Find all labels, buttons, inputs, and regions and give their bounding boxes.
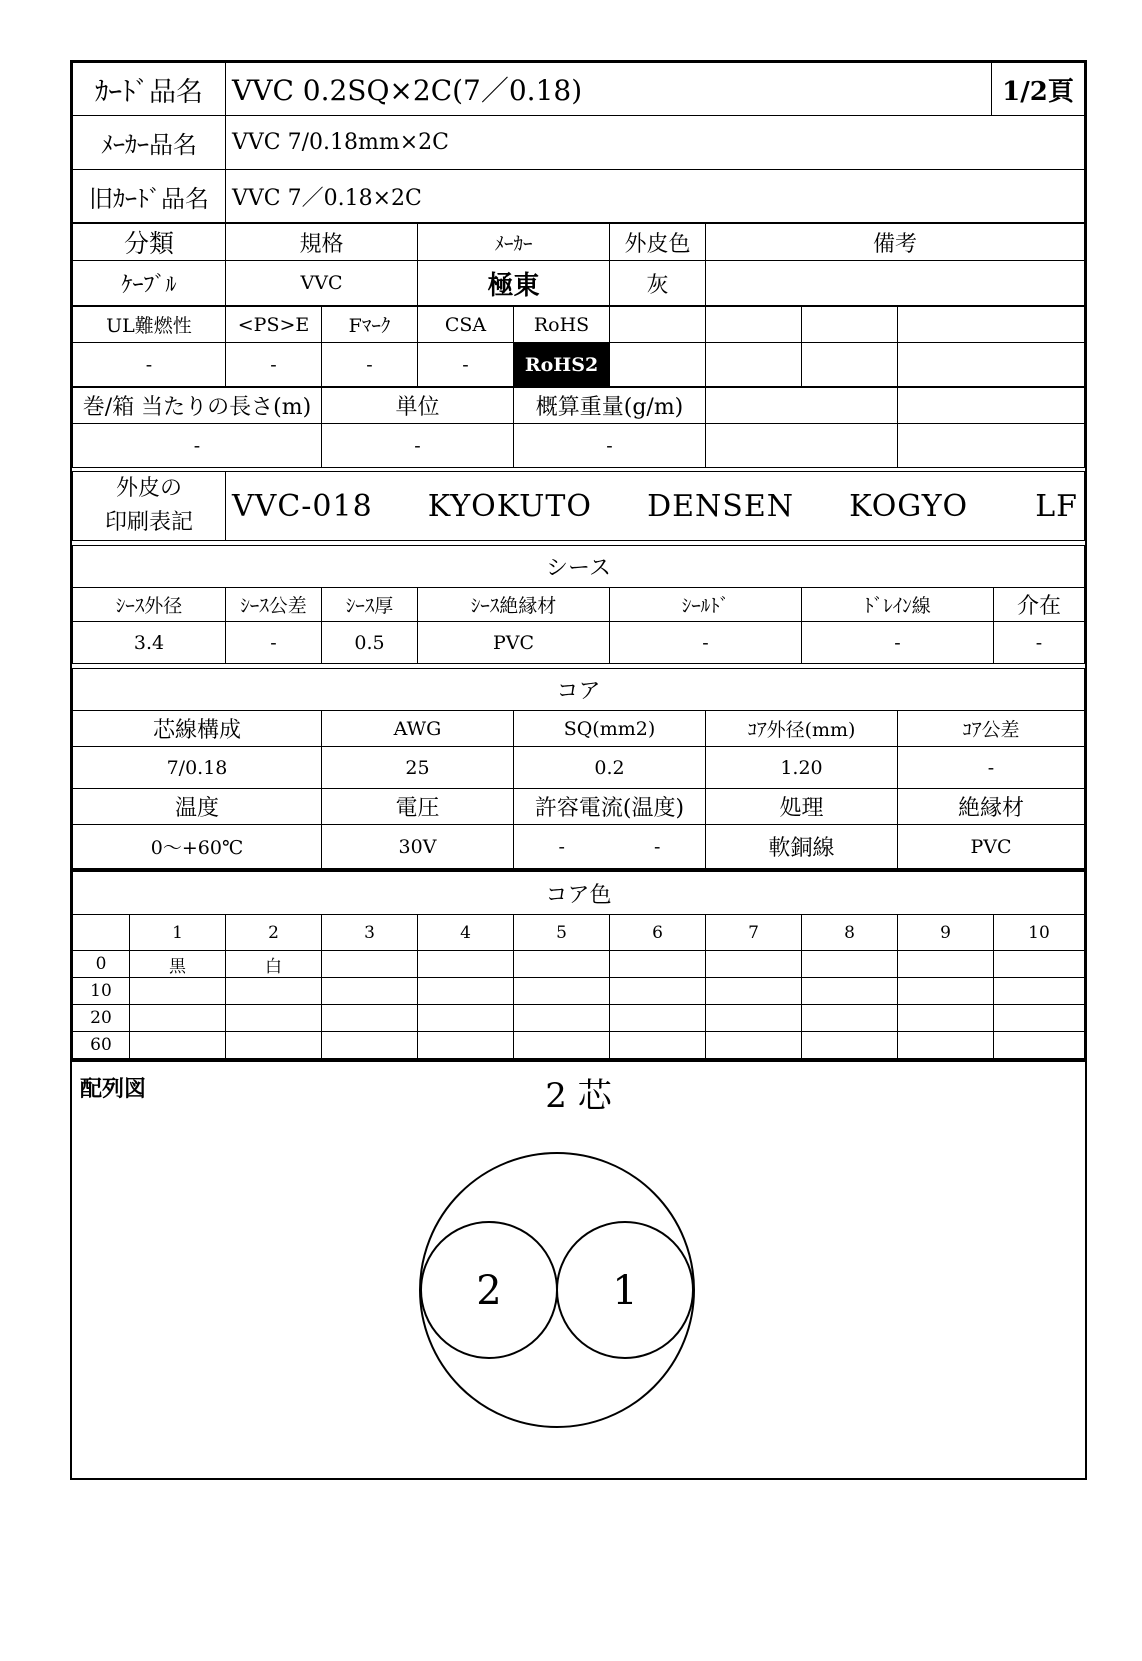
packaging-value-blank-2 — [898, 424, 1085, 468]
core-color-col-9: 9 — [898, 915, 994, 951]
spec-sheet — [70, 60, 1087, 1480]
ul-flame-header: UL難燃性 — [73, 307, 226, 343]
core-color-cell — [706, 951, 802, 978]
core-color-row-label: 10 — [73, 978, 130, 1005]
core-color-cell — [706, 1005, 802, 1032]
core-color-cell — [226, 978, 322, 1005]
core-color-cell — [994, 1032, 1085, 1059]
packaging-value-blank-1 — [706, 424, 898, 468]
core-2-label: 2 — [476, 1268, 502, 1314]
sq-value: 0.2 — [514, 747, 706, 789]
remarks-value — [706, 261, 1085, 306]
packaging-header-blank-2 — [898, 388, 1085, 424]
awg-value: 25 — [322, 747, 514, 789]
core-tolerance-value: - — [898, 747, 1085, 789]
maker-name-label: ﾒｰｶｰ品名 — [73, 116, 226, 170]
pse-header: <PS>E — [226, 307, 322, 343]
standard-value: VVC — [226, 261, 418, 306]
voltage-value: 30V — [322, 825, 514, 869]
core-color-cell — [514, 1032, 610, 1059]
classification-table — [72, 223, 1085, 306]
core-section-title: コア — [73, 669, 1085, 711]
core-color-cell — [802, 1005, 898, 1032]
core-color-cell — [898, 951, 994, 978]
marking-label — [73, 472, 226, 541]
core-color-cell — [706, 1032, 802, 1059]
core-color-cell — [514, 978, 610, 1005]
treatment-value: 軟銅線 — [706, 825, 898, 869]
marking-value — [226, 472, 1085, 541]
standards-value-blank-2 — [706, 343, 802, 387]
core-color-cell — [802, 1032, 898, 1059]
sheath-tolerance-header: ｼｰｽ公差 — [226, 588, 322, 622]
page-indicator: 1/2頁 — [992, 63, 1085, 116]
filler-header: 介在 — [994, 588, 1085, 622]
standards-header-blank-1 — [610, 307, 706, 343]
core-color-col-7: 7 — [706, 915, 802, 951]
core-color-cell — [130, 1005, 226, 1032]
core-color-cell — [610, 1005, 706, 1032]
unit-value: - — [322, 424, 514, 468]
core-color-cell — [418, 951, 514, 978]
sq-header: SQ(mm2) — [514, 711, 706, 747]
core-color-cell — [898, 1005, 994, 1032]
header-table — [72, 62, 1085, 223]
card-name-label: ｶｰﾄﾞ品名 — [73, 63, 226, 116]
marking-word-4: KOGYO — [849, 488, 969, 524]
core-color-cell — [898, 1032, 994, 1059]
core-color-row-label: 0 — [73, 951, 130, 978]
core-color-cell: 白 — [226, 951, 322, 978]
marking-word-3: DENSEN — [647, 488, 795, 524]
core-color-cell — [610, 978, 706, 1005]
core-color-corner — [73, 915, 130, 951]
core-color-row-label: 60 — [73, 1032, 130, 1059]
sheath-color-header: 外皮色 — [610, 224, 706, 261]
maker-value: 極東 — [418, 261, 610, 306]
shield-header: ｼｰﾙﾄﾞ — [610, 588, 802, 622]
core-color-cell — [514, 1005, 610, 1032]
standards-header-blank-2 — [706, 307, 802, 343]
core-color-section-title: コア色 — [73, 871, 1085, 915]
standards-value-blank-3 — [802, 343, 898, 387]
ul-flame-value: - — [73, 343, 226, 387]
core-color-col-4: 4 — [418, 915, 514, 951]
cable-cross-section — [72, 1062, 1085, 1452]
weight-header: 概算重量(g/m) — [514, 388, 706, 424]
marking-word-1: VVC-018 — [231, 488, 373, 524]
conductor-construction-header: 芯線構成 — [73, 711, 322, 747]
standards-header-blank-4 — [898, 307, 1085, 343]
shield-value: - — [610, 622, 802, 664]
core-1-label: 1 — [612, 1268, 638, 1314]
sheath-od-header: ｼｰｽ外径 — [73, 588, 226, 622]
old-card-name-value: VVC 7／0.18×2C — [226, 170, 1085, 223]
standards-value-blank-1 — [610, 343, 706, 387]
temperature-value: 0～+60℃ — [73, 825, 322, 869]
arrangement-title: 2 芯 — [545, 1076, 612, 1116]
maker-header: ﾒｰｶｰ — [418, 224, 610, 261]
card-name-value: VVC 0.2SQ×2C(7／0.18) — [226, 63, 992, 116]
core-color-col-1: 1 — [130, 915, 226, 951]
core-color-col-2: 2 — [226, 915, 322, 951]
core-color-table — [72, 869, 1085, 1059]
core-color-cell — [706, 978, 802, 1005]
drain-wire-value: - — [802, 622, 994, 664]
core-od-value: 1.20 — [706, 747, 898, 789]
core-color-row-label: 20 — [73, 1005, 130, 1032]
sheath-od-value: 3.4 — [73, 622, 226, 664]
pse-value: - — [226, 343, 322, 387]
classification-header: 分類 — [73, 224, 226, 261]
core-color-cell: 黒 — [130, 951, 226, 978]
core-color-cell — [610, 951, 706, 978]
remarks-header: 備考 — [706, 224, 1085, 261]
allowable-current-value: - — [514, 825, 610, 869]
core-color-cell — [322, 951, 418, 978]
voltage-header: 電圧 — [322, 789, 514, 825]
core-color-cell — [898, 978, 994, 1005]
f-mark-header: Fﾏｰｸ — [322, 307, 418, 343]
core-color-cell — [322, 1005, 418, 1032]
allowable-current-header: 許容電流(温度) — [514, 789, 706, 825]
unit-header: 単位 — [322, 388, 514, 424]
csa-header: CSA — [418, 307, 514, 343]
marking-word-2: KYOKUTO — [427, 488, 593, 524]
core-color-cell — [994, 978, 1085, 1005]
filler-value: - — [994, 622, 1085, 664]
maker-name-value: VVC 7/0.18mm×2C — [226, 116, 1085, 170]
allowable-current-temp-value: - — [610, 825, 706, 869]
core-color-cell — [418, 1032, 514, 1059]
core-color-cell — [994, 1005, 1085, 1032]
treatment-header: 処理 — [706, 789, 898, 825]
insulation-value: PVC — [898, 825, 1085, 869]
core-table — [72, 668, 1085, 869]
sheath-section-title: シース — [73, 546, 1085, 588]
core-color-cell — [226, 1032, 322, 1059]
core-color-cell — [610, 1032, 706, 1059]
length-per-reel-header: 巻/箱 当たりの長さ(m) — [73, 388, 322, 424]
core-color-cell — [322, 1032, 418, 1059]
core-color-cell — [802, 951, 898, 978]
arrangement-section — [72, 1059, 1085, 1462]
csa-value: - — [418, 343, 514, 387]
temperature-header: 温度 — [73, 789, 322, 825]
core-tolerance-header: ｺｱ公差 — [898, 711, 1085, 747]
sheath-thickness-header: ｼｰｽ厚 — [322, 588, 418, 622]
core-color-cell — [130, 1032, 226, 1059]
core-color-cell — [418, 978, 514, 1005]
core-color-cell — [802, 978, 898, 1005]
sheath-tolerance-value: - — [226, 622, 322, 664]
sheath-color-value: 灰 — [610, 261, 706, 306]
standards-header-blank-3 — [802, 307, 898, 343]
arrangement-label: 配列図 — [80, 1076, 147, 1102]
marking-label-line2: 印刷表記 — [104, 510, 193, 535]
f-mark-value: - — [322, 343, 418, 387]
core-color-col-8: 8 — [802, 915, 898, 951]
marking-table — [72, 471, 1085, 541]
rohs-value: RoHS2 — [514, 343, 610, 387]
drain-wire-header: ﾄﾞﾚｲﾝ線 — [802, 588, 994, 622]
standards-value-blank-4 — [898, 343, 1085, 387]
core-color-col-10: 10 — [994, 915, 1085, 951]
weight-value: - — [514, 424, 706, 468]
marking-label-line1: 外皮の — [115, 476, 182, 501]
packaging-header-blank-1 — [706, 388, 898, 424]
core-color-cell — [418, 1005, 514, 1032]
standards-table — [72, 306, 1085, 387]
core-color-cell — [130, 978, 226, 1005]
old-card-name-label: 旧ｶｰﾄﾞ品名 — [73, 170, 226, 223]
core-color-cell — [226, 1005, 322, 1032]
core-color-cell — [322, 978, 418, 1005]
standard-header: 規格 — [226, 224, 418, 261]
core-color-col-3: 3 — [322, 915, 418, 951]
core-color-cell — [994, 951, 1085, 978]
core-color-cell — [514, 951, 610, 978]
conductor-construction-value: 7/0.18 — [73, 747, 322, 789]
core-color-col-6: 6 — [610, 915, 706, 951]
classification-value: ｹｰﾌﾞﾙ — [73, 261, 226, 306]
sheath-insulation-value: PVC — [418, 622, 610, 664]
core-od-header: ｺｱ外径(mm) — [706, 711, 898, 747]
sheath-thickness-value: 0.5 — [322, 622, 418, 664]
sheath-table — [72, 545, 1085, 664]
marking-word-5: LF — [1035, 488, 1078, 524]
packaging-table — [72, 387, 1085, 468]
rohs-header: RoHS — [514, 307, 610, 343]
sheath-insulation-header: ｼｰｽ絶縁材 — [418, 588, 610, 622]
length-per-reel-value: - — [73, 424, 322, 468]
awg-header: AWG — [322, 711, 514, 747]
insulation-header: 絶縁材 — [898, 789, 1085, 825]
core-color-col-5: 5 — [514, 915, 610, 951]
